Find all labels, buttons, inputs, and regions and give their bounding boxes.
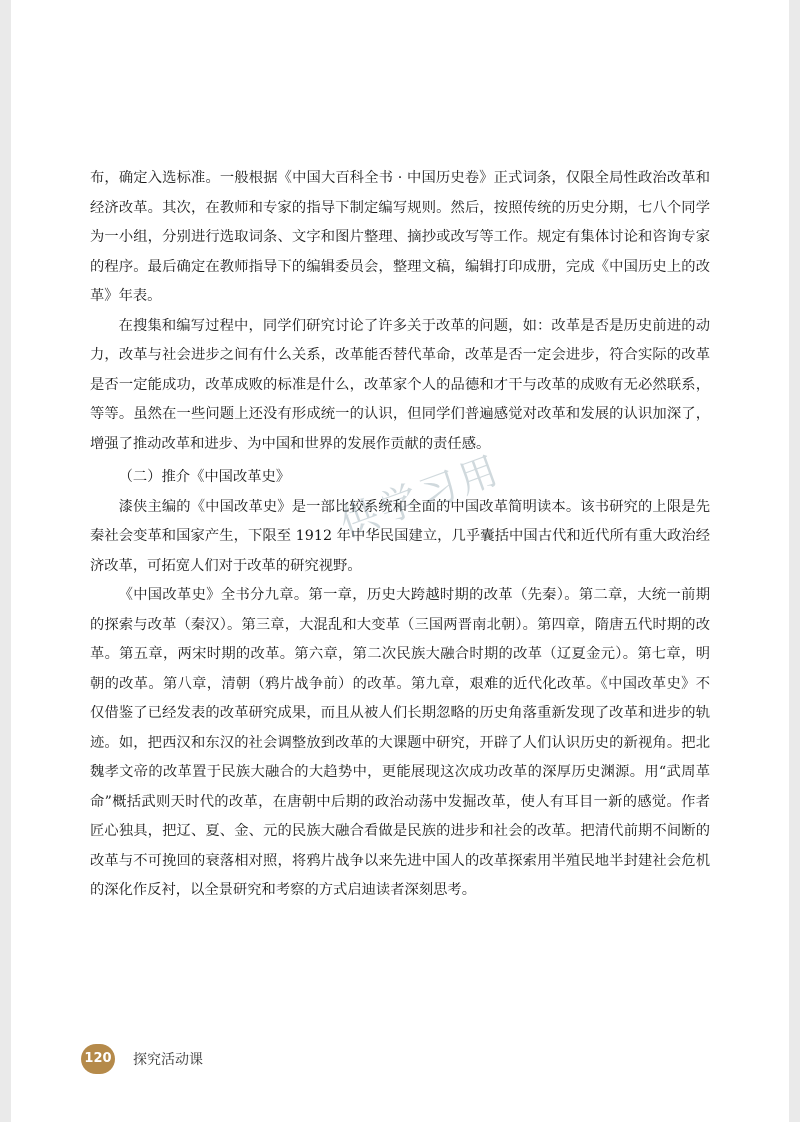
paragraph-3: 漆侠主编的《中国改革史》是一部比较系统和全面的中国改革简明读本。该书研究的上限是先秦社会变革和国家产生，下限至 1912 年中华民国建立，几乎囊括中国古代和近代所有重大政治经济改革，可拓宽人们对于改革的研究视野。 [90,498,710,574]
footer-section-title: 探究活动课 [133,1052,203,1068]
watermark: 供学习用 [334,446,508,546]
paragraph-1: 布，确定入选标准。一般根据《中国大百科全书 · 中国历史卷》正式词条，仅限全局性政治改革和经济改革。其次，在教师和专家的指导下制定编写规则。然后，按照传统的历史分期，七八个同学为一小组，分别进行选取词条、文字和图片整理、摘抄或改写等工作。规定有集体讨论和咨询专家的程序。最后确定在教师指导下的编辑委员会，整理文稿，编辑打印成册，完成《中国历史上的改革》年表。 [90,170,710,304]
section-heading: （二）推介《中国改革史》 [118,469,291,485]
paragraph-4: 《中国改革史》全书分九章。第一章，历史大跨越时期的改革（先秦）。第二章，大统一前期的探索与改革（秦汉）。第三章，大混乱和大变革（三国两晋南北朝）。第四章，隋唐五代时期的改革。第五章，两宋时期的改革。第六章，第二次民族大融合时期的改革（辽夏金元）。第七章，明朝的改革。第八章，清朝（鸦片战争前）的改革。第九章，艰难的近代化改革。《中国改革史》不仅借鉴了已经发表的改革研究成果，而且从被人们长期忽略的历史角落重新发现了改革和进步的轨迹。如，把西汉和东汉的社会调整放到改革的大课题中研究，开辟了人们认识历史的新视角。把北魏孝文帝的改革置于民族大融合的大趋势中，更能展现这次成功改革的深厚历史渊源。用“武周革命”概括武则天时代的改革，在唐朝中后期的政治动荡中发掘改革，使人有耳目一新的感觉。作者匠心独具，把辽、夏、金、元的民族大融合看做是民族的进步和社会的改革。把清代前期不间断的改革与不可挽回的衰落相对照，将鸦片战争以来先进中国人的改革探索用半殖民地半封建社会危机的深化作反衬，以全景研究和考察的方式启迪读者深刻思考。 [90,587,710,898]
page [11,0,789,1122]
paragraph-2: 在搜集和编写过程中，同学们研究讨论了许多关于改革的问题，如：改革是否是历史前进的动力，改革与社会进步之间有什么关系，改革能否替代革命，改革是否一定会进步，符合实际的改革是否一定能成功，改革成败的标准是什么，改革家个人的品德和才干与改革的成败有无必然联系，等等。虽然在一些问题上还没有形成统一的认识，但同学们普遍感觉对改革和发展的认识加深了，增强了推动改革和进步、为中国和世界的发展作贡献的责任感。 [90,317,710,452]
page-number-badge: 120 [81,1044,115,1074]
document-body [90,164,710,906]
